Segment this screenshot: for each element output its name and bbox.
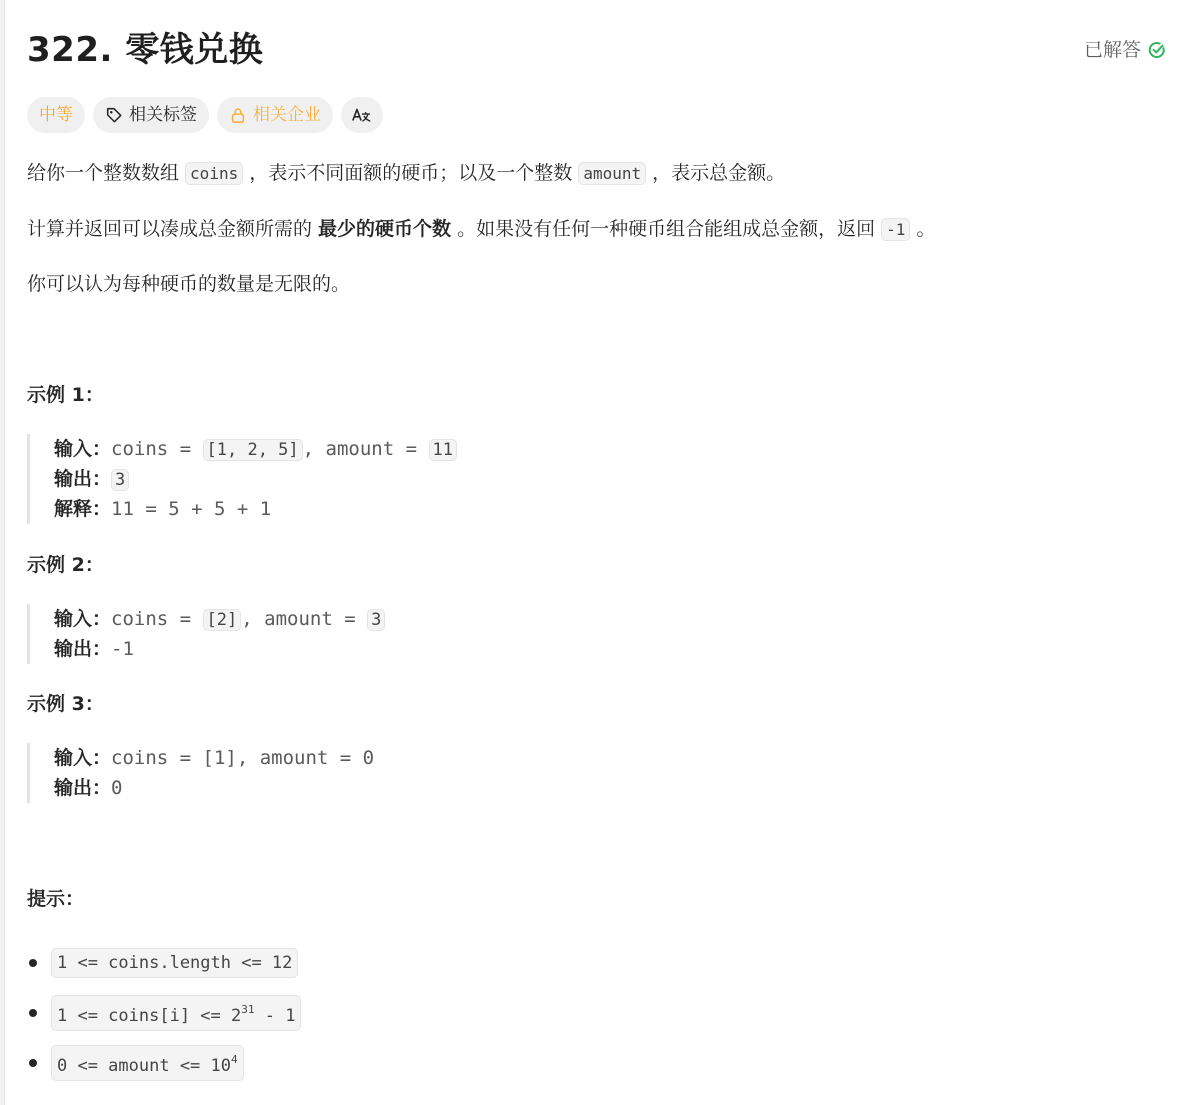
difficulty-label: 中等 xyxy=(39,105,73,125)
example-2-input: 输入：coins = [2] , amount = 3 xyxy=(54,604,385,634)
solved-label: 已解答 xyxy=(1083,39,1141,61)
list-item xyxy=(27,938,301,988)
bullet-icon xyxy=(29,1059,37,1067)
inline-code: -1 xyxy=(881,218,910,241)
description-paragraph-3: 你可以认为每种硬币的数量是无限的。 xyxy=(27,273,351,295)
example-1-title: 示例 1： xyxy=(27,384,104,406)
related-tags-button[interactable] xyxy=(93,97,209,133)
tag-icon xyxy=(105,106,123,124)
left-panel-edge xyxy=(0,0,5,1105)
inline-code: 0 <= amount <= $10^4$ xyxy=(51,1045,244,1081)
related-tags-label: 相关标签 xyxy=(129,105,197,125)
description-paragraph-2: 计算并返回可以凑成总金额所需的 最少的硬币个数 。如果没有任何一种硬币组合能组成总金额，返回 -1 。 xyxy=(27,218,936,240)
solved-status xyxy=(1084,36,1167,64)
translate-button[interactable] xyxy=(341,97,383,133)
hints-title: 提示： xyxy=(27,888,85,910)
example-3-title: 示例 3： xyxy=(27,693,104,715)
list-item xyxy=(27,1038,301,1088)
title-row xyxy=(27,28,1167,76)
example-1-block xyxy=(27,434,457,524)
bullet-icon xyxy=(29,1009,37,1017)
translate-icon xyxy=(351,105,373,125)
example-1-input: 输入：coins = [1, 2, 5] , amount = 11 xyxy=(54,434,457,464)
example-3-block xyxy=(27,743,374,803)
example-1-output: 输出： 3 xyxy=(54,464,457,494)
lock-icon xyxy=(229,106,247,124)
hints-list xyxy=(27,938,301,1088)
inline-code: coins xyxy=(185,162,243,185)
check-circle-icon xyxy=(1147,40,1167,60)
inline-code: 1 <= coins.length <= 12 xyxy=(51,948,298,978)
inline-code: 1 <= coins[i] <= $2^{31} - 1$ xyxy=(51,995,301,1031)
example-3-output: 输出：0 xyxy=(54,777,123,799)
example-1-explanation: 解释：11 = 5 + 5 + 1 xyxy=(54,498,272,520)
difficulty-badge xyxy=(27,97,85,133)
list-item xyxy=(27,988,301,1038)
example-2-title: 示例 2： xyxy=(27,554,104,576)
related-companies-label: 相关企业 xyxy=(253,105,321,125)
bold-text: 最少的硬币个数 xyxy=(318,218,452,240)
related-companies-button[interactable] xyxy=(217,97,333,133)
example-2-block xyxy=(27,604,385,664)
bullet-icon xyxy=(29,959,37,967)
inline-code: amount xyxy=(578,162,646,185)
example-2-output: 输出：-1 xyxy=(54,638,134,660)
problem-title[interactable]: 322. 零钱兑换 xyxy=(27,30,264,70)
description-paragraph-1: 给你一个整数数组 coins ，表示不同面额的硬币；以及一个整数 amount ，表示总金额。 xyxy=(27,162,786,184)
example-3-input: 输入：coins = [1], amount = 0 xyxy=(54,747,375,769)
tag-bar xyxy=(27,97,383,133)
